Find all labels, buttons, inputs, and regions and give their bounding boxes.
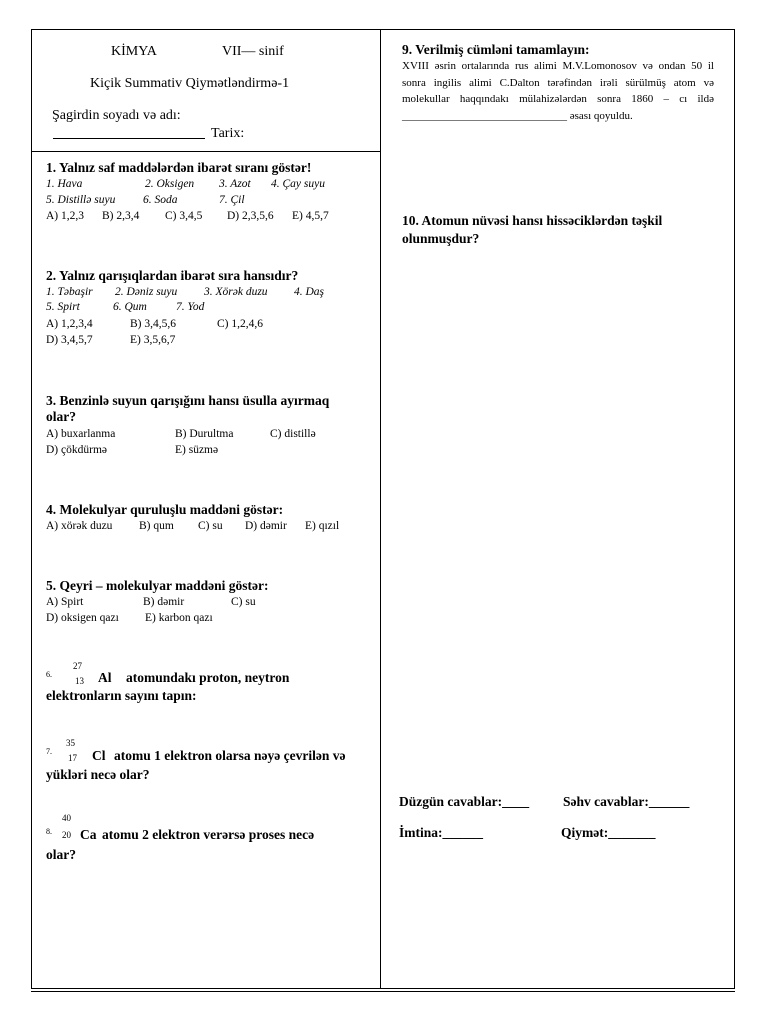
q2-option[interactable]: B) 3,4,5,6	[130, 318, 176, 330]
q8-element-symbol: Ca	[80, 827, 97, 842]
q1-item: 5. Distillə suyu	[46, 194, 116, 206]
q4-question: 4. Molekulyar quruluşlu maddəni göstər:	[46, 502, 284, 517]
q3-question-cont: olar?	[46, 409, 76, 424]
q3-option[interactable]: B) Durultma	[175, 428, 234, 440]
column-divider	[380, 29, 381, 989]
q5-option[interactable]: D) oksigen qazı	[46, 612, 119, 624]
q1-item: 4. Çay suyu	[271, 178, 325, 190]
q2-question: 2. Yalnız qarışıqlardan ibarət sıra hansıdır?	[46, 268, 299, 283]
q5-option[interactable]: E) karbon qazı	[145, 612, 213, 624]
q2-item: 1. Təbaşir	[46, 286, 93, 298]
q1-item: 7. Çil	[219, 194, 245, 206]
q7-atomic-number: 17	[68, 753, 77, 763]
student-name-line[interactable]	[53, 138, 205, 139]
q2-item: 2. Dəniz suyu	[115, 286, 178, 298]
q6-number: 6.	[46, 670, 52, 679]
q2-option[interactable]: A) 1,2,3,4	[46, 318, 93, 330]
q6-atomic-number: 13	[75, 676, 84, 686]
q1-option[interactable]: C) 3,4,5	[165, 210, 203, 222]
q9-paragraph: XVIII əsrin ortalarında rus alimi M.V.Lomonosov və ondan 50 il sonra ingilis alimi C.Dalton tərəfindən irəli sürülmüş atom və molekullar haqqındakı mülahizələrdən sonra 1860 – cı ildə ______________________________ əsası qoyuldu.	[402, 60, 714, 122]
q9-question: 9. Verilmiş cümləni tamamlayın:	[402, 42, 590, 57]
q2-item: 4. Daş	[294, 286, 325, 298]
q8-number: 8.	[46, 827, 52, 836]
q8-atomic-number: 20	[62, 830, 71, 840]
q1-item: 3. Azot	[219, 178, 251, 190]
q1-question: 1. Yalnız saf maddələrdən ibarət sıranı göstər!	[46, 160, 312, 175]
date-label: Tarix:	[211, 126, 245, 141]
q1-option[interactable]: A) 1,2,3	[46, 210, 85, 222]
q7-question-cont: yükləri necə olar?	[46, 767, 150, 782]
q3-question: 3. Benzinlə suyun qarışığını hansı üsulla ayırmaq	[46, 393, 330, 408]
grade-field[interactable]: Qiymət:_______	[561, 825, 656, 840]
q2-item: 7. Yod	[176, 301, 205, 313]
q7-question: atomu 1 elektron olarsa nəyə çevrilən və	[114, 748, 346, 763]
q10-question: 10. Atomun nüvəsi hansı hissəciklərdən təşkil	[402, 213, 663, 228]
q4-option[interactable]: D) dəmir	[245, 520, 287, 532]
q3-option[interactable]: E) süzmə	[175, 444, 219, 456]
student-name-label: Şagirdin soyadı və adı:	[52, 108, 181, 123]
q10-question-cont: olunmuşdur?	[402, 231, 480, 246]
q2-item: 3. Xörək duzu	[204, 286, 268, 298]
q2-option[interactable]: D) 3,4,5,7	[46, 334, 93, 346]
correct-answers-field[interactable]: Düzgün cavablar:____	[399, 794, 530, 809]
q3-option[interactable]: A) buxarlanma	[46, 428, 116, 440]
q1-item: 6. Soda	[143, 194, 178, 206]
subject-label: KİMYA	[111, 44, 157, 59]
q4-option[interactable]: A) xörək duzu	[46, 520, 113, 532]
q4-option[interactable]: E) qızıl	[305, 520, 340, 532]
q7-number: 7.	[46, 747, 52, 756]
q6-question-cont: elektronların sayını tapın:	[46, 688, 197, 703]
q8-mass-number: 40	[62, 813, 71, 823]
header-divider	[31, 151, 380, 152]
q6-element-symbol: Al	[98, 670, 112, 685]
q3-option[interactable]: D) çökdürmə	[46, 444, 107, 456]
q1-option[interactable]: E) 4,5,7	[292, 210, 329, 222]
q5-question: 5. Qeyri – molekulyar maddəni göstər:	[46, 578, 269, 593]
q8-question-cont: olar?	[46, 847, 76, 862]
frame-bottom-rule	[31, 991, 735, 992]
q4-option[interactable]: B) qum	[139, 520, 174, 532]
q5-option[interactable]: B) dəmir	[143, 596, 185, 608]
wrong-answers-field[interactable]: Səhv cavablar:______	[563, 794, 690, 809]
q5-option[interactable]: C) su	[231, 596, 256, 608]
q6-mass-number: 27	[73, 661, 82, 671]
q2-option[interactable]: E) 3,5,6,7	[130, 334, 176, 346]
q1-option[interactable]: B) 2,3,4	[102, 210, 140, 222]
q2-item: 6. Qum	[113, 301, 147, 313]
q1-option[interactable]: D) 2,3,5,6	[227, 210, 274, 222]
test-title: Kiçik Summativ Qiymətləndirmə-1	[90, 76, 290, 91]
q5-option[interactable]: A) Spirt	[46, 596, 84, 608]
q1-item: 2. Oksigen	[145, 178, 195, 190]
q2-item: 5. Spirt	[46, 301, 80, 313]
q8-question: atomu 2 elektron verərsə proses necə	[102, 827, 315, 842]
q2-option[interactable]: C) 1,2,4,6	[217, 318, 263, 330]
q6-question: atomundakı proton, neytron	[126, 670, 290, 685]
q7-element-symbol: Cl	[92, 748, 106, 763]
refusal-field[interactable]: İmtina:______	[399, 825, 483, 840]
q3-option[interactable]: C) distillə	[270, 428, 316, 440]
grade-label: VII— sinif	[222, 44, 284, 59]
q7-mass-number: 35	[66, 738, 75, 748]
q4-option[interactable]: C) su	[198, 520, 223, 532]
q1-item: 1. Hava	[46, 178, 83, 190]
